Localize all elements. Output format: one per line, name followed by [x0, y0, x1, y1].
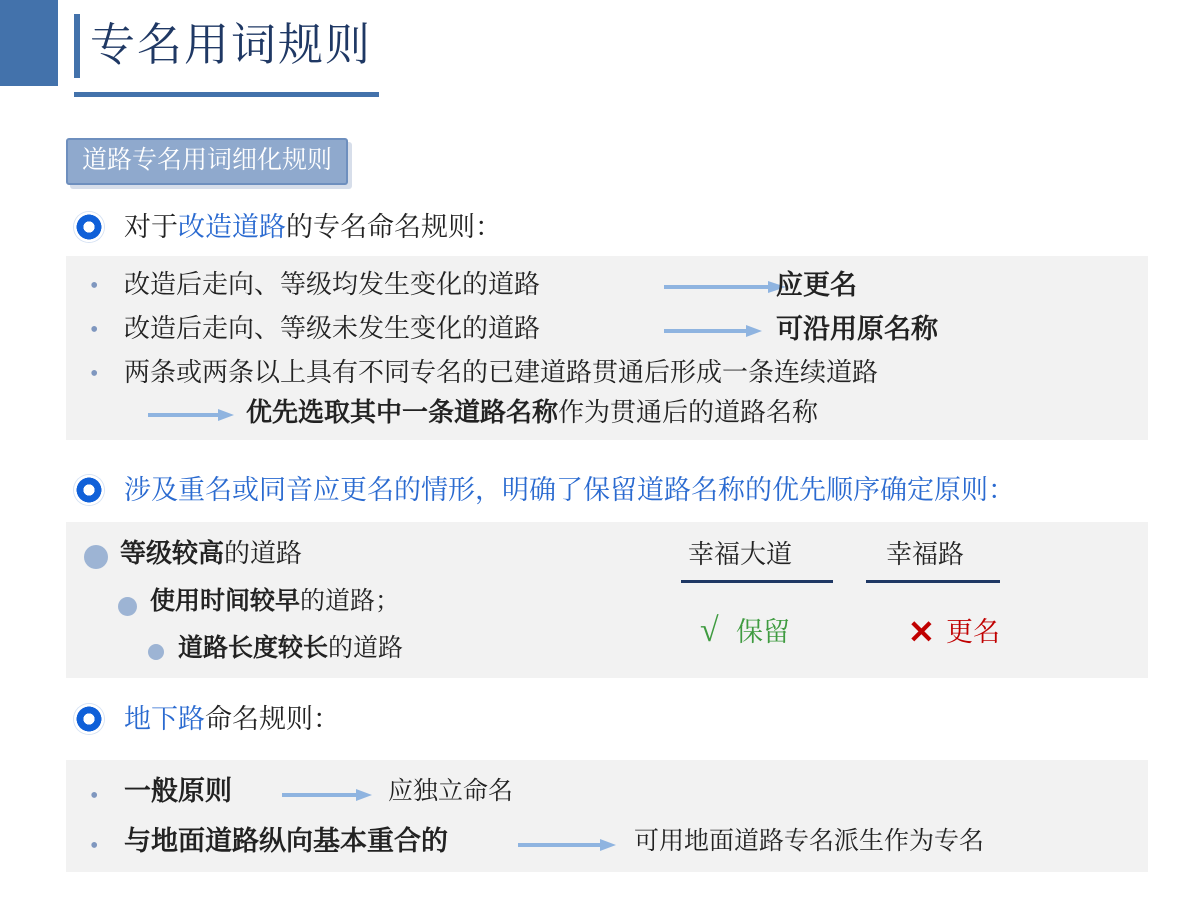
block1-row1-text: 改造后走向、等级均发生变化的道路 — [124, 270, 541, 299]
arrow-icon — [664, 280, 788, 294]
block1-heading-highlight: 改造道路 — [178, 212, 286, 242]
list-bullet: • — [90, 273, 99, 299]
example-right-name: 幸福路 — [886, 540, 965, 569]
block3-heading-suffix: 命名规则： — [205, 704, 340, 734]
list-bullet: • — [90, 783, 99, 809]
priority-2-rest: 的道路； — [300, 588, 401, 615]
block3-heading-highlight: 地下路 — [124, 704, 205, 734]
level-dot-icon — [118, 597, 137, 616]
level-dot-icon — [84, 545, 108, 569]
block1-heading-prefix: 对于 — [124, 212, 178, 242]
section-tag: 道路专名用词细化规则 — [66, 138, 348, 185]
block3-heading — [124, 704, 340, 734]
block3-row2-text: 与地面道路纵向基本重合的 — [124, 826, 448, 856]
list-bullet: • — [90, 833, 99, 859]
ring-bullet-icon — [74, 704, 104, 734]
page-title: 专名用词规则 — [90, 20, 373, 70]
priority-1-rest: 的道路 — [224, 539, 303, 568]
title-side-bar — [0, 0, 58, 86]
block2-heading-prefix: 涉及 — [124, 475, 178, 505]
arrow-icon — [148, 408, 236, 422]
block1-row2-result: 可沿用原名称 — [776, 314, 938, 344]
block2-priority-1 — [120, 539, 302, 569]
block1-heading — [124, 212, 502, 242]
block1-row3-text: 两条或两条以上具有不同专名的已建道路贯通后形成一条连续道路 — [124, 358, 879, 387]
priority-1-highlight: 等级较高 — [120, 539, 225, 568]
block1-wrap-highlight: 优先选取其中一条道路名称 — [246, 398, 559, 427]
priority-3-rest: 的道路 — [328, 635, 404, 662]
block2-priority-3 — [178, 635, 403, 663]
block1-wrap-rest: 作为贯通后的道路名称 — [558, 398, 819, 427]
example-left-label: 保留 — [736, 617, 790, 647]
block2-heading — [124, 475, 1015, 505]
block1-wrap-text — [246, 398, 818, 428]
ring-bullet-icon — [74, 475, 104, 505]
list-bullet: • — [90, 317, 99, 343]
example-right-label: 更名 — [946, 617, 1000, 647]
arrow-icon — [518, 838, 618, 852]
block2-priority-2 — [150, 588, 400, 616]
check-icon: √ — [700, 612, 719, 649]
cross-icon: ✕ — [908, 614, 935, 650]
example-left-underline — [681, 580, 833, 583]
arrow-icon — [282, 788, 374, 802]
block2-heading-suffix: 的情形，明确了保留道路名称的优先顺序确定原则： — [394, 475, 1015, 505]
block1-row2-text: 改造后走向、等级未发生变化的道路 — [124, 314, 541, 343]
list-bullet: • — [90, 361, 99, 387]
title-underline — [74, 92, 379, 97]
priority-3-highlight: 道路长度较长 — [178, 635, 329, 662]
block3-row1-result: 应独立命名 — [388, 778, 514, 805]
arrow-icon — [664, 324, 764, 338]
block2-heading-highlight: 重名或同音应更名 — [178, 475, 394, 505]
block1-heading-suffix: 的专名命名规则： — [286, 212, 502, 242]
block1-row1-result: 应更名 — [776, 270, 857, 300]
example-left-name: 幸福大道 — [688, 540, 793, 569]
level-dot-icon — [148, 644, 164, 660]
example-right-underline — [866, 580, 1000, 583]
priority-2-highlight: 使用时间较早 — [150, 588, 301, 615]
block3-row1-text: 一般原则 — [124, 776, 232, 806]
title-accent-bar — [74, 14, 80, 78]
ring-bullet-icon — [74, 212, 104, 242]
block3-row2-result: 可用地面道路专名派生作为专名 — [634, 828, 985, 855]
